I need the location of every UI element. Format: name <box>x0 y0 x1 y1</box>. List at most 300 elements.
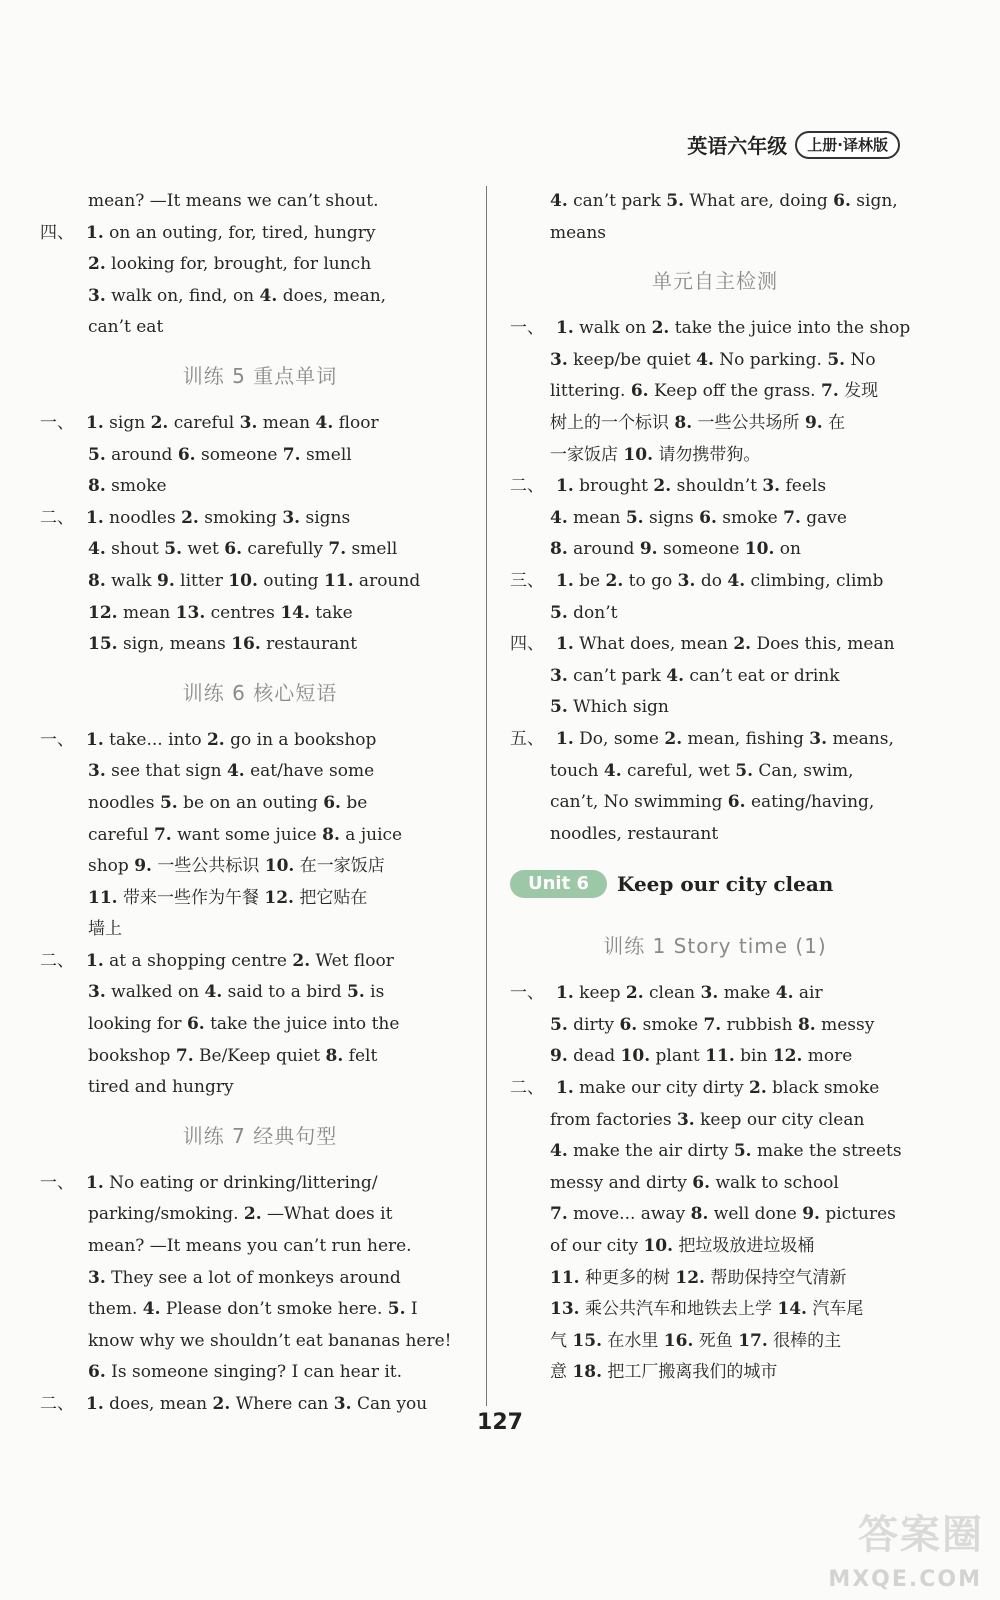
answer-text: Wet floor <box>310 950 394 971</box>
answer-text-cn: 在水里 <box>601 1330 664 1351</box>
item-number: 8. <box>550 539 568 560</box>
answer-text: shout <box>105 539 165 560</box>
section-heading: 训练 1 Story time (1) <box>603 934 827 959</box>
answer-line <box>510 1010 920 1042</box>
answer-text: to go <box>623 570 678 591</box>
answer-text: sign, means <box>117 634 232 655</box>
item-number: 4. <box>603 760 622 781</box>
item-number: 7. <box>820 381 839 402</box>
item-number: 1. <box>556 476 574 497</box>
answer-line <box>510 629 920 661</box>
item-number: 5. <box>347 982 365 1003</box>
answer-text: someone <box>195 444 283 465</box>
item-number: 3. <box>700 983 719 1004</box>
answer-text: be <box>573 570 606 591</box>
answer-line <box>40 1041 480 1073</box>
book-title: 英语六年级 <box>687 134 788 158</box>
item-number: 3. <box>282 507 301 528</box>
item-number: 7. <box>703 1014 722 1035</box>
item-number: 5. <box>666 191 684 211</box>
item-number: 4. <box>550 1141 568 1162</box>
answer-text: Keep off the grass. <box>648 381 821 402</box>
answer-text: clean <box>643 983 701 1004</box>
item-number: 10. <box>264 856 295 877</box>
item-number: 8. <box>797 1014 816 1035</box>
item-number: 15. <box>88 634 118 655</box>
question-group-marker: 四、 <box>40 222 74 243</box>
right-column <box>510 186 920 1389</box>
answer-text: mean, fishing <box>682 728 810 749</box>
answer-text: someone <box>657 539 745 560</box>
answer-text: touch <box>550 760 604 781</box>
item-number: 8. <box>325 1045 344 1066</box>
answer-text: air <box>793 983 823 1004</box>
unit-badge: Unit 6 <box>510 870 607 898</box>
answer-line <box>40 471 480 503</box>
answer-text: —What does it <box>261 1204 393 1225</box>
answer-text-cn: 在一家饭店 <box>294 856 385 877</box>
question-group-marker: 二、 <box>40 1394 74 1414</box>
answer-text: wet <box>182 539 225 560</box>
answer-text: eat/have some <box>244 761 375 782</box>
answer-text: smoke <box>105 476 167 497</box>
answer-text-cn: 一些公共标识 <box>151 856 265 877</box>
item-number: 17. <box>738 1330 768 1351</box>
answer-text: smell <box>300 444 352 465</box>
answer-text: felt <box>343 1045 378 1066</box>
item-number: 11. <box>705 1046 735 1067</box>
item-number: 10. <box>643 1236 674 1257</box>
answer-text: more <box>802 1046 853 1067</box>
answer-text: dead <box>567 1046 621 1067</box>
answer-line <box>510 598 920 630</box>
answer-text: make <box>718 983 776 1004</box>
answer-text: make our city dirty <box>573 1078 749 1099</box>
answer-text: make the air dirty <box>567 1141 734 1162</box>
answer-text: bin <box>734 1046 773 1067</box>
item-number: 2. <box>150 412 169 433</box>
answer-line <box>40 281 480 313</box>
item-number: 9. <box>134 856 152 877</box>
item-number: 15. <box>572 1330 602 1351</box>
item-number: 2. <box>292 950 311 971</box>
page-header <box>687 130 900 159</box>
left-column <box>40 186 480 1421</box>
answer-text: climbing, climb <box>745 570 884 591</box>
answer-line <box>510 566 920 598</box>
item-number: 7. <box>153 824 172 845</box>
section-heading: 单元自主检测 <box>652 269 778 294</box>
item-number: 6. <box>619 1014 638 1035</box>
item-number: 6. <box>186 1014 205 1035</box>
item-number: 1. <box>556 983 574 1004</box>
answer-text: walk to school <box>710 1172 839 1193</box>
answer-line <box>40 914 480 946</box>
answer-text: What does, mean <box>573 634 734 655</box>
answer-text: keep our city clean <box>694 1109 865 1130</box>
answer-line <box>510 503 920 535</box>
answer-text: feels <box>780 476 827 497</box>
watermark-logo: 答案圈 <box>858 1512 984 1558</box>
item-number: 3. <box>88 761 106 782</box>
item-number: 11. <box>550 1267 580 1288</box>
item-number: 16. <box>231 634 261 655</box>
item-number: 5. <box>733 1141 752 1162</box>
item-number: 8. <box>674 412 693 433</box>
item-number: 5. <box>550 602 568 623</box>
item-number: 12. <box>772 1046 803 1067</box>
answer-line <box>510 1041 920 1073</box>
answer-text: No eating or drinking/littering/ <box>103 1172 378 1193</box>
item-number: 4. <box>775 983 794 1004</box>
question-group-marker: 三、 <box>510 570 544 591</box>
answer-line <box>40 1357 480 1389</box>
answer-text: Is someone singing? I can hear it. <box>105 1362 403 1383</box>
item-number: 16. <box>663 1330 694 1351</box>
answer-text: gave <box>800 507 847 528</box>
answer-text: want some juice <box>171 824 323 845</box>
answer-text: What are, doing <box>684 191 834 211</box>
answer-text: noodles <box>88 792 160 813</box>
question-group-marker: 一、 <box>40 729 74 750</box>
answer-text-cn: 树上的一个标识 <box>550 412 675 433</box>
item-number: 2. <box>206 729 225 750</box>
answer-text: noodles <box>103 507 182 528</box>
item-number: 10. <box>623 444 653 465</box>
answer-text: smell <box>346 539 398 560</box>
answer-text: eating/having, <box>745 792 875 813</box>
answer-text: be <box>340 792 368 813</box>
answer-text: looking for <box>88 1014 187 1035</box>
section-heading: 训练 6 核心短语 <box>182 680 338 705</box>
answer-text: littering. <box>550 381 631 402</box>
item-number: 5. <box>550 697 568 718</box>
item-number: 10. <box>744 539 775 560</box>
answer-line <box>510 787 920 819</box>
item-number: 3. <box>809 728 828 749</box>
answer-line <box>40 725 480 757</box>
answer-text: Please don’t smoke here. <box>160 1299 388 1320</box>
answer-text: Do, some <box>573 728 665 749</box>
item-number: 6. <box>833 191 851 211</box>
answer-line <box>40 598 480 630</box>
item-number: 6. <box>323 792 341 813</box>
item-number: 3. <box>88 1267 106 1288</box>
answer-text: take <box>309 602 353 623</box>
item-number: 4. <box>727 570 746 591</box>
answer-text: They see a lot of monkeys around <box>105 1267 401 1288</box>
answer-text-cn: 一家饭店 <box>550 444 624 465</box>
answer-text: shouldn’t <box>671 476 763 497</box>
item-number: 4. <box>259 285 278 306</box>
answer-text-cn: 墙上 <box>88 919 122 940</box>
answer-line <box>510 661 920 693</box>
answer-text: restaurant <box>260 634 358 655</box>
answer-text-cn: 种更多的树 <box>579 1267 676 1288</box>
item-number: 1. <box>556 318 574 339</box>
item-number: 5. <box>164 539 182 560</box>
item-number: 3. <box>550 665 568 686</box>
answer-text-cn: 带来一些作为午餐 <box>117 887 265 908</box>
answer-text-cn: 死鱼 <box>693 1330 739 1351</box>
answer-line <box>510 1136 920 1168</box>
item-number: 6. <box>88 1362 106 1383</box>
answer-line <box>40 1294 480 1326</box>
question-group-marker: 四、 <box>510 634 544 655</box>
question-group-marker: 一、 <box>510 318 544 339</box>
answer-line <box>510 724 920 756</box>
answer-text: smoke <box>637 1014 704 1035</box>
unit-heading <box>510 854 920 914</box>
item-number: 7. <box>328 539 347 560</box>
item-number: 7. <box>550 1204 568 1225</box>
answer-line <box>510 1294 920 1326</box>
item-number: 8. <box>322 824 340 845</box>
answer-text: dirty <box>567 1014 620 1035</box>
answer-text: floor <box>333 412 379 433</box>
answer-line <box>510 440 920 472</box>
item-number: 4. <box>88 539 106 560</box>
answer-text: well done <box>708 1204 803 1225</box>
question-group-marker: 二、 <box>510 1078 544 1099</box>
answer-line <box>40 946 480 978</box>
answer-text: Can, swim, <box>752 760 854 781</box>
answer-text: means, <box>827 728 894 749</box>
item-number: 1. <box>86 507 104 528</box>
unit-title: Keep our city clean <box>617 872 834 897</box>
item-number: 3. <box>677 570 696 591</box>
item-number: 12. <box>88 602 118 623</box>
answer-line <box>40 408 480 440</box>
answer-text: Can you <box>351 1394 428 1414</box>
watermark-domain: MXQE.COM <box>828 1567 982 1592</box>
answer-text-cn: 汽车尾 <box>806 1299 864 1320</box>
answer-text: a juice <box>339 824 403 845</box>
item-number: 3. <box>676 1109 695 1130</box>
item-number: 4. <box>226 761 245 782</box>
answer-text: on <box>774 539 801 560</box>
answer-line <box>510 408 920 440</box>
answer-line <box>40 1199 480 1231</box>
answer-line <box>510 1199 920 1231</box>
item-number: 5. <box>625 507 644 528</box>
answer-line <box>40 883 480 915</box>
answer-line <box>40 440 480 472</box>
item-number: 6. <box>177 444 196 465</box>
answer-text: walk <box>105 570 157 591</box>
answer-text: walk on <box>573 318 652 339</box>
item-number: 13. <box>175 602 206 623</box>
item-number: 2. <box>212 1394 231 1414</box>
answer-text: mean? —It means you can’t run here. <box>88 1236 412 1257</box>
item-number: 2. <box>605 570 624 591</box>
answer-text: mean <box>117 602 176 623</box>
answer-text: mean <box>567 507 626 528</box>
answer-text: mean <box>257 412 316 433</box>
answer-text-cn: 气 <box>550 1330 573 1351</box>
answer-text: tired and hungry <box>88 1077 234 1098</box>
item-number: 10. <box>620 1046 651 1067</box>
answer-line <box>510 376 920 408</box>
item-number: 1. <box>86 1394 104 1414</box>
answer-text: smoking <box>198 507 283 528</box>
answer-text: mean? —It means we can’t shout. <box>88 191 379 211</box>
answer-line <box>510 1105 920 1137</box>
answer-text: Which sign <box>567 697 669 718</box>
answer-text: can’t, No swimming <box>550 792 728 813</box>
answer-text: centres <box>205 602 281 623</box>
item-number: 12. <box>675 1267 705 1288</box>
answer-text: signs <box>643 507 700 528</box>
item-number: 5. <box>387 1299 406 1320</box>
answer-text-cn: 在 <box>822 412 846 433</box>
item-number: 2. <box>651 318 670 339</box>
answer-text: can’t park <box>567 665 667 686</box>
item-number: 1. <box>86 950 104 971</box>
item-number: 13. <box>550 1299 580 1320</box>
question-group-marker: 二、 <box>40 950 74 971</box>
answer-line <box>510 756 920 788</box>
item-number: 7. <box>783 507 801 528</box>
answer-text: litter <box>174 570 229 591</box>
item-number: 14. <box>280 602 310 623</box>
answer-line <box>40 820 480 852</box>
answer-text: them. <box>88 1299 143 1320</box>
answer-line <box>510 1073 920 1105</box>
item-number: 1. <box>86 222 104 243</box>
answer-line <box>510 1326 920 1358</box>
answer-text: black smoke <box>766 1078 880 1099</box>
item-number: 5. <box>159 792 178 813</box>
answer-text: I <box>405 1299 418 1320</box>
answer-line <box>510 1263 920 1295</box>
answer-line <box>40 503 480 535</box>
item-number: 5. <box>827 349 846 370</box>
question-group-marker: 二、 <box>510 476 544 497</box>
item-number: 18. <box>572 1362 602 1383</box>
answer-line <box>40 1263 480 1295</box>
answer-line <box>40 788 480 820</box>
answer-text: around <box>567 539 640 560</box>
item-number: 8. <box>88 476 106 497</box>
answer-text: around <box>105 444 178 465</box>
item-number: 9. <box>639 539 658 560</box>
item-number: 8. <box>690 1204 709 1225</box>
answer-text: don’t <box>567 602 618 623</box>
answer-line <box>510 819 920 851</box>
answer-text-cn: 帮助保持空气清新 <box>704 1267 847 1288</box>
answer-line <box>40 1072 480 1104</box>
answer-text-cn: 很棒的主 <box>767 1330 842 1351</box>
answer-text: be on an outing <box>177 792 324 813</box>
item-number: 1. <box>556 634 574 655</box>
item-number: 9. <box>802 1204 820 1225</box>
answer-text: can’t eat <box>88 317 164 338</box>
item-number: 4. <box>142 1299 161 1320</box>
answer-line <box>510 692 920 724</box>
answer-line <box>510 978 920 1010</box>
answer-line <box>40 1231 480 1263</box>
item-number: 1. <box>86 1172 104 1193</box>
answer-line <box>40 534 480 566</box>
item-number: 3. <box>333 1394 352 1414</box>
item-number: 4. <box>315 412 334 433</box>
item-number: 9. <box>550 1046 568 1067</box>
answer-text: know why we shouldn’t eat bananas here! <box>88 1330 452 1351</box>
item-number: 4. <box>550 507 568 528</box>
answer-text: Does this, mean <box>751 634 895 655</box>
answer-line <box>510 1168 920 1200</box>
item-number: 3. <box>88 982 106 1003</box>
item-number: 4. <box>696 349 714 370</box>
answer-text: from factories <box>550 1109 677 1130</box>
answer-text: take... into <box>103 729 207 750</box>
answer-text: can’t eat or drink <box>684 665 840 686</box>
item-number: 1. <box>556 570 574 591</box>
answer-text: see that sign <box>105 761 227 782</box>
item-number: 11. <box>88 887 118 908</box>
item-number: 5. <box>88 444 106 465</box>
item-number: 1. <box>556 1078 574 1099</box>
answer-text: sign, <box>850 191 898 211</box>
item-number: 5. <box>735 760 753 781</box>
item-number: 2. <box>243 1204 262 1225</box>
answer-text-cn: 把工厂搬离我们的城市 <box>601 1362 778 1383</box>
answer-text: careful, wet <box>621 760 736 781</box>
section-heading: 训练 7 经典句型 <box>182 1123 338 1148</box>
answer-text: noodles, restaurant <box>550 823 719 844</box>
answer-text-cn: 把垃圾放进垃圾桶 <box>673 1236 815 1257</box>
answer-text: rubbish <box>721 1014 798 1035</box>
item-number: 2. <box>664 728 683 749</box>
answer-line <box>40 1009 480 1041</box>
item-number: 3. <box>88 285 106 306</box>
item-number: 8. <box>88 570 106 591</box>
item-number: 2. <box>88 254 106 275</box>
item-number: 1. <box>86 729 104 750</box>
answer-text: sign <box>103 412 151 433</box>
answer-text: can’t park <box>567 191 667 211</box>
answer-text: careful <box>88 824 154 845</box>
answer-text: careful <box>168 412 240 433</box>
answer-line <box>40 1168 480 1200</box>
item-number: 2. <box>181 507 199 528</box>
answer-text: parking/smoking. <box>88 1204 244 1225</box>
answer-line <box>510 345 920 377</box>
edition-badge: 上册·译林版 <box>795 131 900 159</box>
answer-text: walked on <box>105 982 205 1003</box>
answer-text-cn: 一些公共场所 <box>692 412 805 433</box>
answer-line <box>40 566 480 598</box>
answer-text: move... away <box>567 1204 691 1225</box>
item-number: 3. <box>762 476 781 497</box>
item-number: 3. <box>550 349 568 370</box>
answer-line <box>40 312 480 344</box>
answer-text: on an outing, for, tired, hungry <box>103 222 376 243</box>
answer-text: take the juice into the <box>204 1014 400 1035</box>
answer-text: carefully <box>242 539 329 560</box>
item-number: 2. <box>748 1078 767 1099</box>
answer-line <box>40 756 480 788</box>
answer-text: signs <box>300 507 351 528</box>
item-number: 14. <box>777 1299 807 1320</box>
item-number: 2. <box>733 634 752 655</box>
answer-text-cn: 把它贴在 <box>293 887 368 908</box>
answer-text: messy and dirty <box>550 1172 693 1193</box>
answer-text: said to a bird <box>222 982 347 1003</box>
item-number: 4. <box>204 982 223 1003</box>
answer-line <box>40 186 480 218</box>
